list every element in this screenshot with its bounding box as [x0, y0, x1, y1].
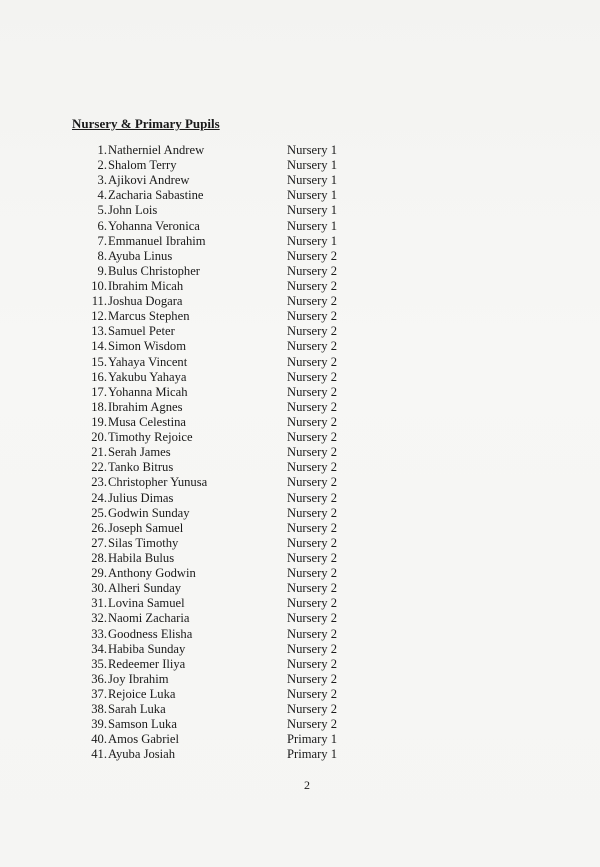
list-item [0, 249, 600, 264]
pupil-class: Primary 1 [287, 747, 338, 762]
pupil-number: 10. [91, 278, 107, 293]
pupil-number: 27. [91, 535, 107, 550]
pupil-name: Yakubu Yahaya [108, 369, 187, 384]
pupil-name: Natherniel Andrew [108, 143, 205, 157]
pupil-class: Nursery 2 [287, 475, 338, 490]
page-number: 2 [304, 778, 310, 792]
pupil-class: Nursery 2 [287, 278, 338, 293]
pupil-class: Nursery 1 [287, 173, 338, 188]
list-item [0, 400, 600, 415]
list-item [0, 657, 600, 672]
pupil-number: 2. [97, 158, 107, 173]
pupil-number: 39. [91, 717, 107, 732]
list-item [0, 747, 600, 762]
pupil-number: 11. [91, 294, 107, 309]
pupil-class: Nursery 2 [287, 656, 338, 671]
pupil-number: 12. [91, 309, 107, 324]
pupil-name: Silas Timothy [108, 535, 179, 550]
pupil-name: Ibrahim Micah [108, 278, 184, 293]
pupil-number: 29. [91, 566, 107, 581]
pupil-name: Bulus Christopher [108, 263, 201, 278]
pupil-class: Nursery 1 [287, 143, 338, 157]
pupil-class: Nursery 2 [287, 702, 338, 717]
pupil-class: Nursery 1 [287, 218, 338, 233]
pupil-class: Nursery 2 [287, 505, 338, 520]
pupil-number: 20. [91, 430, 107, 445]
pupil-name: Amos Gabriel [108, 732, 179, 747]
list-item [0, 702, 600, 717]
list-item [0, 460, 600, 475]
pupil-number: 24. [91, 490, 107, 505]
pupil-class: Nursery 2 [287, 611, 338, 626]
pupil-name: Musa Celestina [108, 414, 186, 429]
list-item [0, 158, 600, 173]
pupil-class: Nursery 2 [287, 566, 338, 581]
list-item [0, 521, 600, 536]
list-item [0, 219, 600, 234]
list-item [0, 385, 600, 400]
list-item [0, 672, 600, 687]
list-item [0, 264, 600, 279]
list-item [0, 203, 600, 218]
pupil-class: Nursery 2 [287, 460, 338, 475]
pupil-class: Nursery 2 [287, 596, 338, 611]
pupil-number: 32. [91, 611, 107, 626]
pupil-name: Naomi Zacharia [108, 611, 190, 626]
pupil-name: Serah James [108, 445, 171, 460]
pupil-class: Nursery 2 [287, 686, 338, 701]
pupil-class: Nursery 2 [287, 550, 338, 565]
pupil-number: 14. [91, 339, 107, 354]
list-item [0, 581, 600, 596]
pupil-name: Christopher Yunusa [108, 475, 208, 490]
pupil-number: 38. [91, 702, 107, 717]
pupil-name: Shalom Terry [108, 158, 177, 173]
pupil-name: Simon Wisdom [108, 339, 186, 354]
pupil-name: John Lois [108, 203, 158, 218]
pupil-class: Nursery 2 [287, 535, 338, 550]
pupil-class: Nursery 2 [287, 641, 338, 656]
pupil-number: 13. [91, 324, 107, 339]
list-item [0, 642, 600, 657]
pupil-class: Nursery 2 [287, 445, 338, 460]
pupil-number: 3. [97, 173, 107, 188]
section-heading: Nursery & Primary Pupils [72, 116, 220, 131]
pupil-name: Tanko Bitrus [108, 460, 174, 475]
pupil-name: Ayuba Josiah [108, 747, 176, 762]
pupil-number: 4. [97, 188, 107, 203]
pupil-name: Goodness Elisha [108, 626, 193, 641]
pupil-class: Nursery 2 [287, 581, 338, 596]
pupil-class: Nursery 1 [287, 188, 338, 203]
list-item [0, 551, 600, 566]
pupil-name: Anthony Godwin [108, 566, 196, 581]
pupil-number: 8. [97, 248, 107, 263]
pupil-name: Samson Luka [108, 717, 177, 732]
pupil-name: Joseph Samuel [108, 520, 184, 535]
pupil-class: Nursery 2 [287, 248, 338, 263]
pupil-name: Joy Ibrahim [108, 671, 169, 686]
list-item [0, 415, 600, 430]
pupil-class: Nursery 1 [287, 233, 338, 248]
pupil-name: Yohanna Micah [108, 384, 188, 399]
list-item [0, 234, 600, 249]
pupil-number: 18. [91, 399, 107, 414]
list-item [0, 611, 600, 626]
list-item [0, 687, 600, 702]
list-item [0, 475, 600, 490]
pupil-class: Nursery 2 [287, 354, 338, 369]
list-item [0, 143, 600, 158]
pupil-class: Nursery 2 [287, 671, 338, 686]
pupil-class: Nursery 1 [287, 158, 338, 173]
list-item [0, 717, 600, 732]
pupil-number: 16. [91, 369, 107, 384]
list-item [0, 732, 600, 747]
pupil-number: 21. [91, 445, 107, 460]
pupil-name: Joshua Dogara [108, 294, 183, 309]
pupil-number: 41. [91, 747, 107, 762]
pupil-number: 35. [91, 656, 107, 671]
pupil-number: 7. [97, 233, 107, 248]
pupil-name: Samuel Peter [108, 324, 175, 339]
pupil-class: Nursery 2 [287, 339, 338, 354]
pupil-class: Nursery 2 [287, 626, 338, 641]
pupil-class: Nursery 2 [287, 369, 338, 384]
pupil-number: 9. [97, 263, 107, 278]
pupil-name: Habila Bulus [108, 550, 175, 565]
list-item [0, 596, 600, 611]
pupil-class: Primary 1 [287, 732, 338, 747]
pupil-number: 33. [91, 626, 107, 641]
list-item [0, 324, 600, 339]
pupil-name: Marcus Stephen [108, 309, 190, 324]
list-item [0, 339, 600, 354]
list-item [0, 173, 600, 188]
pupil-class: Nursery 2 [287, 384, 338, 399]
pupil-number: 23. [91, 475, 107, 490]
pupil-number: 22. [91, 460, 107, 475]
pupil-number: 5. [97, 203, 107, 218]
pupil-number: 6. [97, 218, 107, 233]
list-item [0, 370, 600, 385]
pupil-name: Godwin Sunday [108, 505, 190, 520]
pupil-name: Yahaya Vincent [108, 354, 188, 369]
pupil-number: 25. [91, 505, 107, 520]
list-item [0, 445, 600, 460]
pupil-number: 36. [91, 671, 107, 686]
pupil-number: 17. [91, 384, 107, 399]
pupil-class: Nursery 2 [287, 717, 338, 732]
list-item [0, 279, 600, 294]
pupil-class: Nursery 2 [287, 324, 338, 339]
pupil-class: Nursery 2 [287, 263, 338, 278]
pupil-name: Ibrahim Agnes [108, 399, 183, 414]
pupil-name: Zacharia Sabastine [108, 188, 204, 203]
pupil-class: Nursery 1 [287, 203, 338, 218]
pupil-name: Sarah Luka [108, 702, 166, 717]
list-item [0, 627, 600, 642]
list-item [0, 430, 600, 445]
pupil-name: Rejoice Luka [108, 686, 176, 701]
pupil-class: Nursery 2 [287, 490, 338, 505]
pupil-class: Nursery 2 [287, 520, 338, 535]
pupil-number: 28. [91, 550, 107, 565]
pupil-name: Ajikovi Andrew [108, 173, 190, 188]
list-item [0, 491, 600, 506]
pupil-number: 15. [91, 354, 107, 369]
pupil-name: Julius Dimas [108, 490, 174, 505]
list-item [0, 188, 600, 203]
pupil-name: Habiba Sunday [108, 641, 186, 656]
pupil-class: Nursery 2 [287, 399, 338, 414]
pupil-number: 26. [91, 520, 107, 535]
list-item [0, 566, 600, 581]
list-item [0, 309, 600, 324]
pupil-number: 31. [91, 596, 107, 611]
pupil-name: Redeemer Iliya [108, 656, 186, 671]
pupil-number: 34. [91, 641, 107, 656]
pupil-class: Nursery 2 [287, 309, 338, 324]
pupil-number: 40. [91, 732, 107, 747]
pupil-name: Lovina Samuel [108, 596, 185, 611]
pupil-name: Emmanuel Ibrahim [108, 233, 206, 248]
pupil-name: Ayuba Linus [108, 248, 173, 263]
list-item [0, 355, 600, 370]
pupil-name: Alheri Sunday [108, 581, 182, 596]
pupil-number: 37. [91, 686, 107, 701]
pupil-number: 30. [91, 581, 107, 596]
list-item [0, 294, 600, 309]
list-item [0, 536, 600, 551]
pupil-list [0, 143, 600, 762]
pupil-class: Nursery 2 [287, 430, 338, 445]
pupil-class: Nursery 2 [287, 294, 338, 309]
pupil-class: Nursery 2 [287, 414, 338, 429]
pupil-number: 19. [91, 414, 107, 429]
pupil-name: Timothy Rejoice [108, 430, 193, 445]
pupil-number: 1. [97, 143, 107, 157]
pupil-name: Yohanna Veronica [108, 218, 200, 233]
list-item [0, 506, 600, 521]
